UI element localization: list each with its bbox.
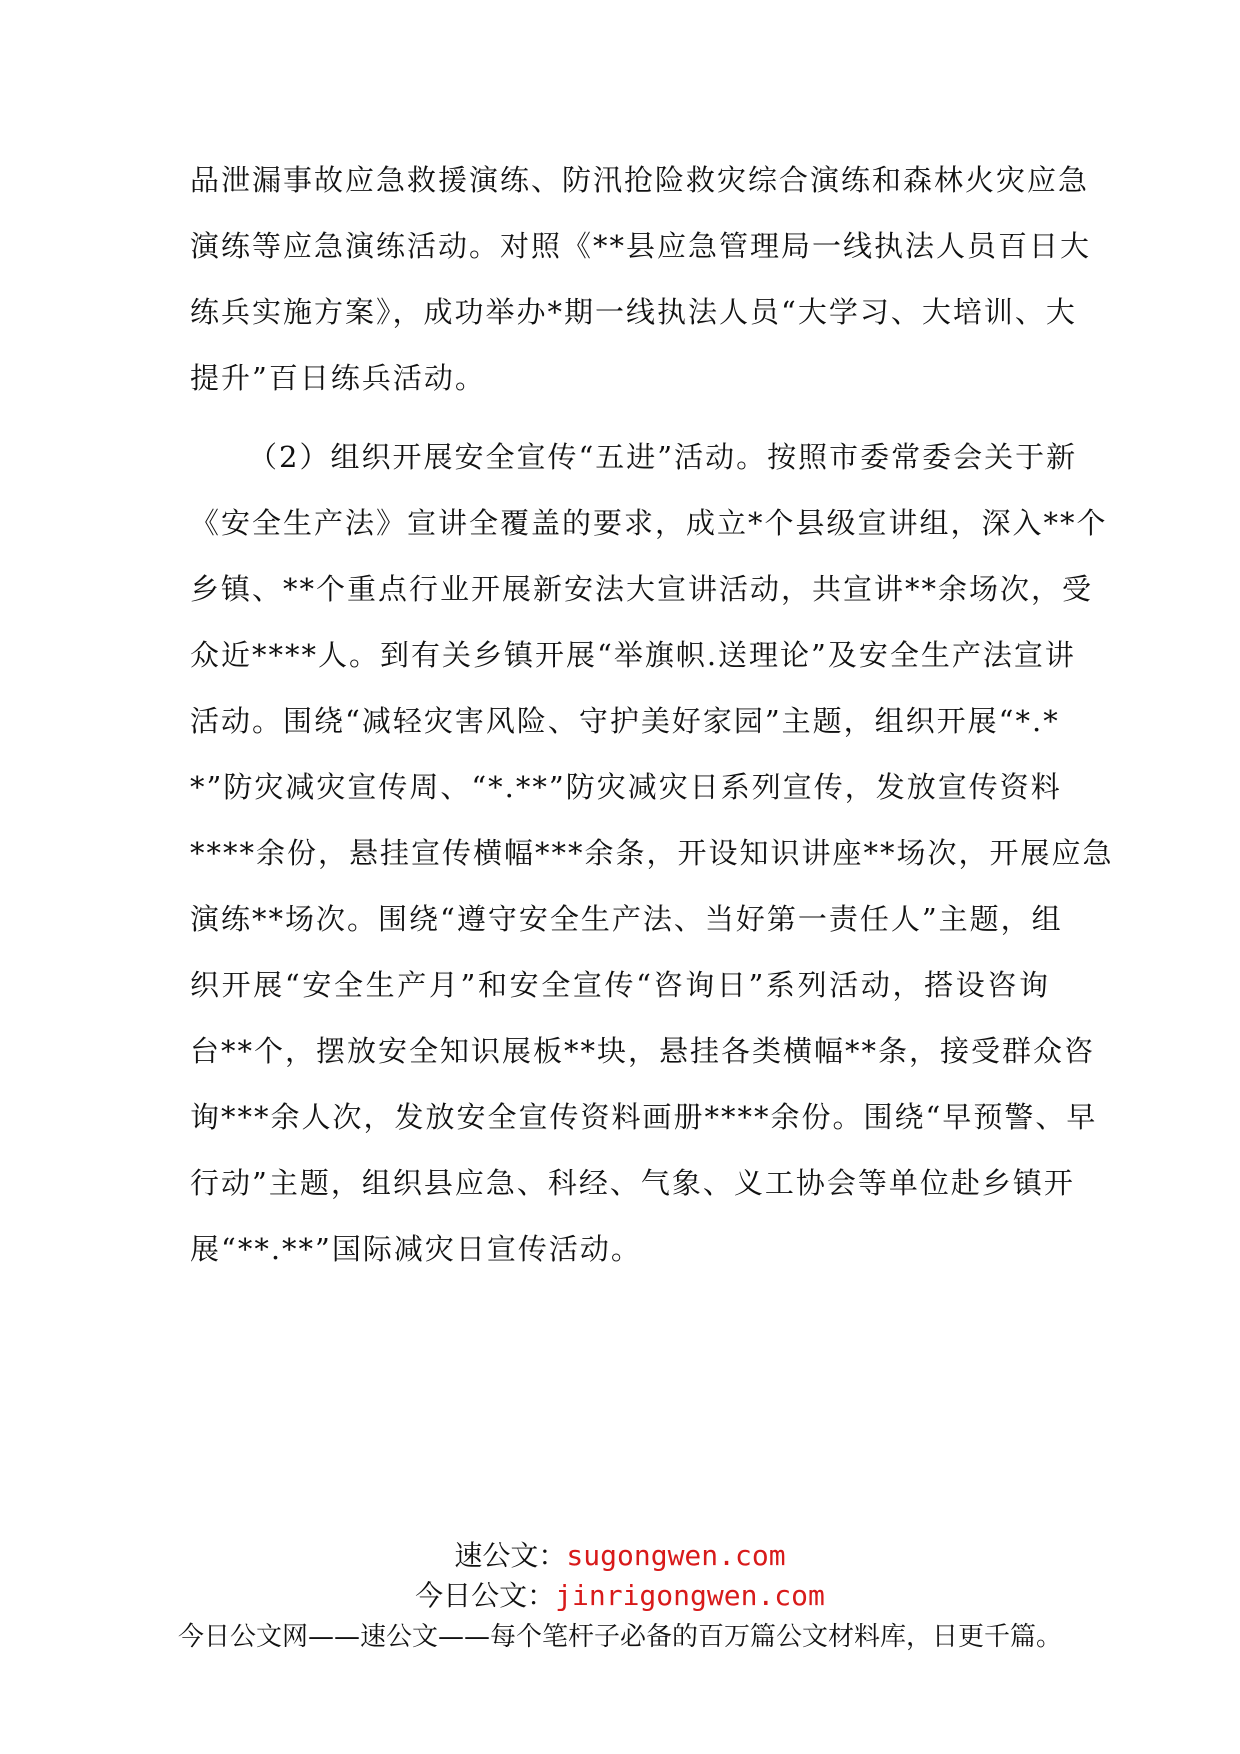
paragraph-line: 活动。围绕“减轻灾害风险、守护美好家园”主题，组织开展“*.*: [190, 704, 1060, 738]
paragraph-line: 众近****人。到有关乡镇开展“举旗帜.送理论”及安全生产法宣讲: [190, 638, 1076, 672]
paragraph-line: 演练**场次。围绕“遵守安全生产法、当好第一责任人”主题，组: [190, 902, 1063, 936]
footer-site-line-2: [0, 1578, 1240, 1614]
paragraph-line: 行动”主题，组织县应急、科经、气象、义工协会等单位赴乡镇开: [190, 1166, 1075, 1200]
paragraph-line: 演练等应急演练活动。对照《**县应急管理局一线执法人员百日大: [190, 229, 1092, 263]
paragraph-line: 织开展“安全生产月”和安全宣传“咨询日”系列活动，搭设咨询: [190, 968, 1050, 1002]
footer-site-line-1: [0, 1538, 1240, 1574]
footer-site-label: 速公文：: [454, 1539, 567, 1572]
paragraph-line: 练兵实施方案》，成功举办*期一线执法人员“大学习、大培训、大: [190, 295, 1077, 329]
paragraph-line: （2）组织开展安全宣传“五进”活动。按照市委常委会关于新: [248, 440, 1078, 474]
paragraph-line: 提升”百日练兵活动。: [190, 361, 486, 395]
paragraph-line: 品泄漏事故应急救援演练、防汛抢险救灾综合演练和森林火灾应急: [190, 163, 1090, 197]
paragraph-line: *”防灾减灾宣传周、“*.**”防灾减灾日系列宣传，发放宣传资料: [190, 770, 1062, 804]
paragraph-line: 乡镇、**个重点行业开展新安法大宣讲活动，共宣讲**余场次，受: [190, 572, 1094, 606]
footer-tagline: 今日公文网——速公文——每个笔杆子必备的百万篇公文材料库，日更千篇。: [177, 1622, 1062, 1652]
paragraph-line: ****余份，悬挂宣传横幅***余条，开设知识讲座**场次，开展应急: [190, 836, 1114, 870]
paragraph-line: 台**个，摆放安全知识展板**块，悬挂各类横幅**条，接受群众咨: [190, 1034, 1096, 1068]
footer-site-link[interactable]: jinrigongwen.com: [555, 1579, 825, 1612]
footer-site-label: 今日公文：: [415, 1579, 556, 1612]
footer-site-link[interactable]: sugongwen.com: [566, 1539, 786, 1572]
paragraph-line: 询***余人次，发放安全宣传资料画册****余份。围绕“早预警、早: [190, 1100, 1098, 1134]
paragraph-line: 展“**.**”国际减灾日宣传活动。: [190, 1232, 642, 1266]
paragraph-line: 《安全生产法》宣讲全覆盖的要求，成立*个县级宣讲组，深入**个: [190, 506, 1108, 540]
